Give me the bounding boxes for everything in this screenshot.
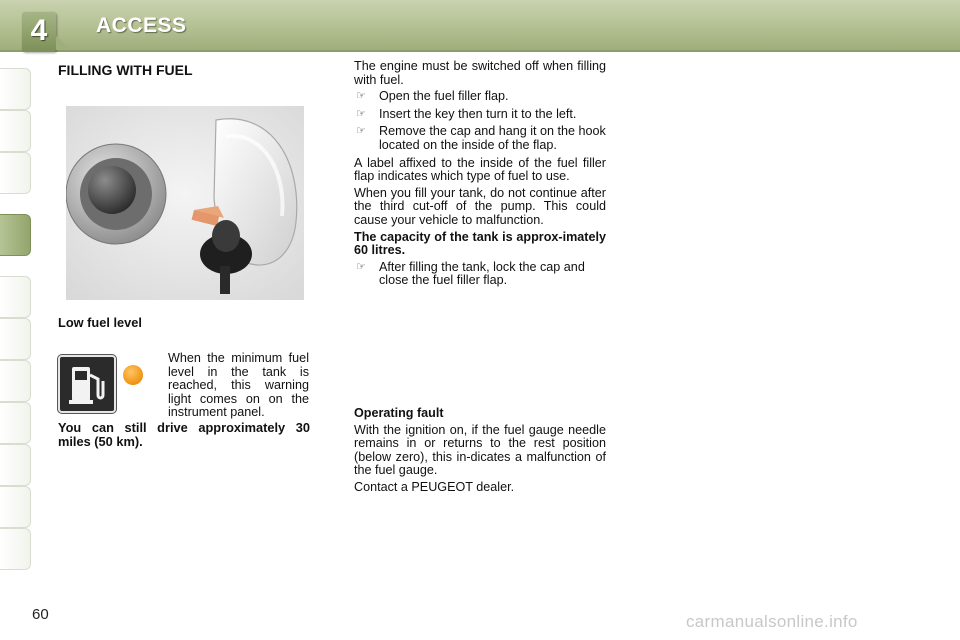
section-tab-9[interactable] — [0, 444, 31, 486]
pointing-hand-icon: ☞ — [356, 107, 366, 120]
fuel-label-text: A label affixed to the inside of the fuel filler flap indicates which type of fuel to use. — [354, 155, 606, 184]
step-remove-cap — [354, 125, 606, 152]
section-tab-2[interactable] — [0, 110, 31, 152]
section-tab-10[interactable] — [0, 486, 31, 528]
left-column — [58, 60, 310, 78]
step-text: Open the fuel filler flap. — [379, 89, 509, 104]
section-tab-4-active[interactable] — [0, 214, 31, 256]
middle-column — [354, 60, 606, 292]
chapter-number: 4 — [30, 14, 48, 47]
tank-capacity-text: The capacity of the tank is approx-imately 60 litres. — [354, 229, 606, 258]
step-text: Insert the key then turn it to the left. — [379, 106, 577, 121]
section-tab-5[interactable] — [0, 276, 31, 318]
filling-title: FILLING WITH FUEL — [58, 62, 193, 78]
pointing-hand-icon: ☞ — [356, 125, 366, 138]
step-open-flap — [354, 90, 606, 104]
section-tab-8[interactable] — [0, 402, 31, 444]
low-fuel-title: Low fuel level — [58, 315, 142, 330]
section-tab-3[interactable] — [0, 152, 31, 194]
chapter-number-tab — [22, 12, 56, 52]
pointing-hand-icon: ☞ — [356, 260, 366, 273]
step-lock-cap — [354, 261, 606, 288]
pointing-hand-icon: ☞ — [356, 90, 366, 103]
section-tab-6[interactable] — [0, 318, 31, 360]
engine-off-text: The engine must be switched off when filling with fuel. — [354, 59, 606, 87]
step-text: Remove the cap and hang it on the hook located on the inside of the flap. — [379, 124, 606, 152]
cutoff-warning-text: When you fill your tank, do not continue after the third cut-off of the pump. This could cause your vehicle to malfunction. — [354, 185, 606, 227]
fuel-filler-cap-illustration — [66, 106, 304, 300]
section-tab-1[interactable] — [0, 68, 31, 110]
operating-fault-title: Operating fault — [354, 406, 444, 420]
low-fuel-description: When the minimum fuel level in the tank is reached, this warning light comes on on the instrument panel. — [168, 351, 309, 420]
chapter-tab-notch — [56, 36, 72, 50]
section-tab-7[interactable] — [0, 360, 31, 402]
warning-light-icon — [123, 365, 143, 385]
page-title: ACCESS — [96, 14, 187, 37]
operating-fault-section — [354, 407, 606, 498]
fuel-pump-icon — [58, 355, 116, 413]
page-number: 60 — [32, 606, 49, 623]
watermark: carmanualsonline.info — [686, 612, 858, 631]
section-tabs — [0, 68, 34, 578]
step-text: After filling the tank, lock the cap and close the fuel filler flap. — [379, 259, 585, 288]
operating-fault-text: With the ignition on, if the fuel gauge needle remains in or returns to the rest position (below zero), this in-dicates a malfunction of the fuel gauge. — [354, 422, 606, 478]
contact-dealer-text: Contact a PEUGEOT dealer. — [354, 479, 515, 494]
step-insert-key — [354, 108, 606, 122]
section-tab-11[interactable] — [0, 528, 31, 570]
low-fuel-range-note: You can still drive approximately 30 miles (50 km). — [58, 420, 310, 449]
